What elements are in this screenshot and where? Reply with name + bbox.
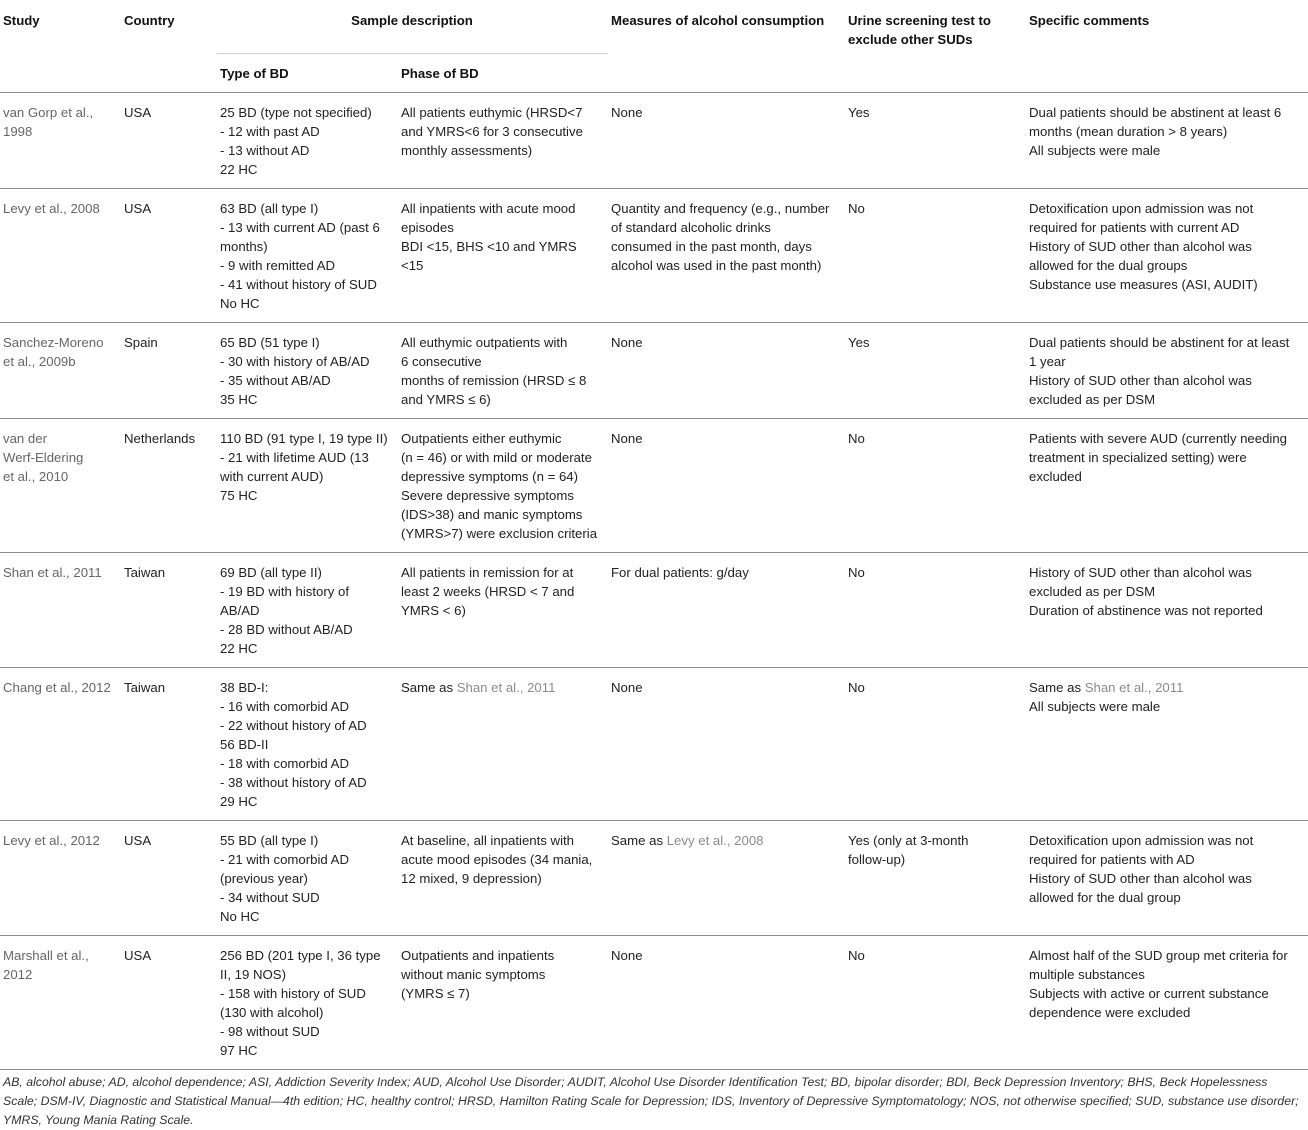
cell-comments <box>1026 668 1308 821</box>
cell-line: - 9 with remitted AD <box>220 258 336 273</box>
cell-line: 25 BD (type not specified) <box>220 105 372 120</box>
cell-line: Sanchez-Moreno <box>3 335 104 350</box>
cell-phase-of-bd <box>398 419 608 553</box>
cell-phase-of-bd <box>398 553 608 668</box>
cell-line: Werf-Eldering <box>3 450 84 465</box>
cell-line: allowed for the dual groups <box>1029 258 1188 273</box>
cell-line: and YMRS ≤ 6) <box>401 392 491 407</box>
cell-type-of-bd <box>217 323 398 419</box>
table-row <box>0 93 1308 189</box>
cell-line: No <box>848 201 865 216</box>
cell-line: van Gorp et al., <box>3 105 94 120</box>
cell-line: 29 HC <box>220 794 258 809</box>
cell-line: All patients euthymic (HRSD<7 <box>401 105 583 120</box>
cell-line: follow-up) <box>848 852 906 867</box>
cell-line: - 41 without history of SUD <box>220 277 377 292</box>
cell-country: USA <box>121 821 217 936</box>
cell-line: - 158 with history of SUD <box>220 986 366 1001</box>
cell-line: - 35 without AB/AD <box>220 373 331 388</box>
cell-line: Detoxification upon admission was not <box>1029 833 1254 848</box>
cell-line: 65 BD (51 type I) <box>220 335 320 350</box>
cell-country: Taiwan <box>121 668 217 821</box>
cell-line: Severe depressive symptoms <box>401 488 574 503</box>
cell-line: - 21 with comorbid AD <box>220 852 349 867</box>
cell-line: No <box>848 431 865 446</box>
cell-urine-test <box>845 419 1026 553</box>
cell-line: - 98 without SUD <box>220 1024 320 1039</box>
cell-line: 55 BD (all type I) <box>220 833 319 848</box>
cell-line: Patients with severe AUD (currently needing <box>1029 431 1288 446</box>
cell-line: Yes (only at 3-month <box>848 833 969 848</box>
cell-line: dependence were excluded <box>1029 1005 1191 1020</box>
cell-study <box>0 553 121 668</box>
cell-line: consumed in the past month, days <box>611 239 812 254</box>
cell-line: Almost half of the SUD group met criteria for <box>1029 948 1288 963</box>
cell-line: 69 BD (all type II) <box>220 565 322 580</box>
table-body <box>0 93 1308 1070</box>
cell-line: All inpatients with acute mood <box>401 201 576 216</box>
cell-line: History of SUD other than alcohol was <box>1029 871 1252 886</box>
cell-country: USA <box>121 936 217 1070</box>
cell-line: allowed for the dual group <box>1029 890 1181 905</box>
cell-line: - 16 with comorbid AD <box>220 699 349 714</box>
cell-line: 2012 <box>3 967 33 982</box>
cell-line: (n = 46) or with mild or moderate <box>401 450 592 465</box>
cell-line: At baseline, all inpatients with <box>401 833 575 848</box>
cell-line: treatment in specialized setting) were <box>1029 450 1247 465</box>
cell-line <box>611 831 841 850</box>
cell-measures <box>608 936 845 1070</box>
cell-line: - 34 without SUD <box>220 890 320 905</box>
cell-line: - 12 with past AD <box>220 124 320 139</box>
cell-line: Outpatients and inpatients <box>401 948 555 963</box>
cell-type-of-bd <box>217 553 398 668</box>
cell-line: months (mean duration > 8 years) <box>1029 124 1228 139</box>
cell-line: Shan et al., 2011 <box>3 565 102 580</box>
cell-line: Levy et al., 2008 <box>3 201 100 216</box>
table-row <box>0 668 1308 821</box>
cell-urine-test <box>845 936 1026 1070</box>
cell-comments <box>1026 323 1308 419</box>
cell-phase-of-bd <box>398 93 608 189</box>
cell-country: Taiwan <box>121 553 217 668</box>
cell-line: excluded <box>1029 469 1082 484</box>
cell-measures <box>608 668 845 821</box>
cell-line: No <box>848 948 865 963</box>
cell-line: History of SUD other than alcohol was <box>1029 565 1252 580</box>
cell-line: - 21 with lifetime AUD (13 <box>220 450 369 465</box>
cell-line: Dual patients should be abstinent for at least <box>1029 335 1290 350</box>
table-row <box>0 419 1308 553</box>
cell-line: History of SUD other than alcohol was <box>1029 373 1252 388</box>
table-row <box>0 936 1308 1070</box>
cell-phase-of-bd <box>398 821 608 936</box>
cell-line: depressive symptoms (n = 64) <box>401 469 579 484</box>
cell-line: None <box>611 335 643 350</box>
cell-line: required for patients with current AD <box>1029 220 1240 235</box>
cell-country: USA <box>121 189 217 323</box>
cell-line: (YMRS>7) were exclusion criteria <box>401 526 598 541</box>
header-study: Study <box>0 0 121 93</box>
cell-line: et al., 2009b <box>3 354 76 369</box>
cell-line: 75 HC <box>220 488 258 503</box>
cell-line: - 19 BD with history of <box>220 584 349 599</box>
cell-line: II, 19 NOS) <box>220 967 286 982</box>
cell-line: 6 consecutive <box>401 354 482 369</box>
cell-line: (130 with alcohol) <box>220 1005 324 1020</box>
cell-line: 63 BD (all type I) <box>220 201 319 216</box>
table-row <box>0 189 1308 323</box>
cell-line: 110 BD (91 type I, 19 type II) <box>220 431 388 446</box>
cell-line: Levy et al., 2012 <box>3 833 100 848</box>
header-phase-of-bd: Phase of BD <box>398 54 608 93</box>
cell-measures <box>608 419 845 553</box>
cell-line: van der <box>3 431 47 446</box>
cell-line: excluded as per DSM <box>1029 584 1156 599</box>
cell-line: - 18 with comorbid AD <box>220 756 349 771</box>
cell-line: - 30 with history of AB/AD <box>220 354 370 369</box>
cell-urine-test <box>845 323 1026 419</box>
cell-type-of-bd <box>217 419 398 553</box>
cell-line: Chang et al., 2012 <box>3 680 111 695</box>
header-urine-line1: Urine screening test to <box>848 13 991 28</box>
cell-line: All subjects were male <box>1029 143 1161 158</box>
cell-line: 38 BD-I: <box>220 680 269 695</box>
cell-urine-test <box>845 821 1026 936</box>
cell-line: episodes <box>401 220 454 235</box>
cell-study <box>0 419 121 553</box>
cell-line: 1998 <box>3 124 33 139</box>
cell-urine-test <box>845 189 1026 323</box>
cell-line: 56 BD-II <box>220 737 269 752</box>
ref-prefix: Same as <box>401 680 457 695</box>
cell-measures <box>608 189 845 323</box>
header-measures: Measures of alcohol consumption <box>608 0 845 93</box>
header-sample-description: Sample description <box>217 0 608 54</box>
cell-line: - 38 without history of AD <box>220 775 367 790</box>
citation-link[interactable]: Levy et al., 2008 <box>666 833 764 848</box>
cell-urine-test <box>845 553 1026 668</box>
cell-line: least 2 weeks (HRSD < 7 and <box>401 584 575 599</box>
cell-type-of-bd <box>217 821 398 936</box>
cell-line: Subjects with active or current substance <box>1029 986 1269 1001</box>
cell-line: Detoxification upon admission was not <box>1029 201 1254 216</box>
cell-type-of-bd <box>217 93 398 189</box>
cell-line: Yes <box>848 105 870 120</box>
cell-line: without manic symptoms <box>401 967 546 982</box>
cell-urine-test <box>845 93 1026 189</box>
cell-type-of-bd <box>217 668 398 821</box>
cell-line: 256 BD (201 type I, 36 type <box>220 948 381 963</box>
table-row <box>0 553 1308 668</box>
cell-line: History of SUD other than alcohol was <box>1029 239 1252 254</box>
cell-line: required for patients with AD <box>1029 852 1195 867</box>
cell-phase-of-bd <box>398 668 608 821</box>
cell-line: Outpatients either euthymic <box>401 431 562 446</box>
cell-line: None <box>611 680 643 695</box>
cell-urine-test <box>845 668 1026 821</box>
cell-line: acute mood episodes (34 mania, <box>401 852 593 867</box>
cell-line: of standard alcoholic drinks <box>611 220 771 235</box>
cell-country: Netherlands <box>121 419 217 553</box>
cell-comments <box>1026 419 1308 553</box>
header-urine-line2: exclude other SUDs <box>848 32 973 47</box>
cell-line: et al., 2010 <box>3 469 69 484</box>
cell-line: (previous year) <box>220 871 308 886</box>
cell-measures <box>608 323 845 419</box>
cell-line: Yes <box>848 335 870 350</box>
cell-line: Marshall et al., <box>3 948 89 963</box>
cell-phase-of-bd <box>398 189 608 323</box>
cell-line: - 13 without AD <box>220 143 310 158</box>
cell-line: 97 HC <box>220 1043 258 1058</box>
cell-line: No HC <box>220 296 260 311</box>
cell-line: YMRS < 6) <box>401 603 466 618</box>
cell-line: No HC <box>220 909 260 924</box>
cell-line: and YMRS<6 for 3 consecutive <box>401 124 583 139</box>
cell-line: All patients in remission for at <box>401 565 574 580</box>
cell-line: BDI <15, BHS <10 and YMRS <box>401 239 577 254</box>
cell-line: - 13 with current AD (past 6 <box>220 220 380 235</box>
cell-line: - 22 without history of AD <box>220 718 367 733</box>
cell-study <box>0 93 121 189</box>
cell-line: 22 HC <box>220 641 258 656</box>
cell-line: - 28 BD without AB/AD <box>220 622 353 637</box>
cell-measures <box>608 821 845 936</box>
cell-line: Quantity and frequency (e.g., number <box>611 201 830 216</box>
header-country: Country <box>121 0 217 93</box>
cell-study <box>0 323 121 419</box>
cell-line: <15 <box>401 258 424 273</box>
cell-line: 12 mixed, 9 depression) <box>401 871 542 886</box>
cell-comments <box>1026 936 1308 1070</box>
cell-study <box>0 668 121 821</box>
cell-study <box>0 936 121 1070</box>
cell-line: None <box>611 948 643 963</box>
cell-line: (YMRS ≤ 7) <box>401 986 470 1001</box>
citation-link[interactable]: Shan et al., 2011 <box>456 680 556 695</box>
cell-line: All euthymic outpatients with <box>401 335 568 350</box>
cell-measures <box>608 93 845 189</box>
cell-line: Substance use measures (ASI, AUDIT) <box>1029 277 1258 292</box>
cell-comments <box>1026 93 1308 189</box>
cell-type-of-bd <box>217 936 398 1070</box>
cell-line: months) <box>220 239 268 254</box>
cell-line: 22 HC <box>220 162 258 177</box>
table-row <box>0 821 1308 936</box>
cell-type-of-bd <box>217 189 398 323</box>
cell-phase-of-bd <box>398 323 608 419</box>
header-urine <box>845 0 1026 93</box>
cell-country: USA <box>121 93 217 189</box>
ref-prefix: Same as <box>611 833 667 848</box>
cell-line: For dual patients: g/day <box>611 565 749 580</box>
cell-line <box>1029 678 1304 697</box>
cell-line: All subjects were male <box>1029 699 1161 714</box>
cell-line: 35 HC <box>220 392 258 407</box>
cell-line: AB/AD <box>220 603 260 618</box>
table-footnote: AB, alcohol abuse; AD, alcohol dependence; ASI, Addiction Severity Index; AUD, Alcohol Use Disorder; AUDIT, Alcohol Use Disorder Identification Test; BD, bipolar disorder; BDI, Beck Depression Inventory; BHS, Beck Hopelessness Scale; DSM-IV, Diagnostic and Statistical Manual—4th edition; HC, healthy control; HRSD, Hamilton Rating Scale for Depression; IDS, Inventory of Depressive Symptomatology; NOS, not otherwise specified; SUD, substance use disorder; YMRS, Young Mania Rating Scale. <box>3 1075 1299 1127</box>
cell-line: Duration of abstinence was not reported <box>1029 603 1263 618</box>
cell-comments <box>1026 553 1308 668</box>
cell-line: None <box>611 105 643 120</box>
cell-phase-of-bd <box>398 936 608 1070</box>
cell-line: months of remission (HRSD ≤ 8 <box>401 373 587 388</box>
header-type-of-bd: Type of BD <box>217 54 398 93</box>
cell-line: with current AUD) <box>220 469 324 484</box>
cell-measures <box>608 553 845 668</box>
cell-line: No <box>848 680 865 695</box>
cell-line: (IDS>38) and manic symptoms <box>401 507 583 522</box>
citation-link[interactable]: Shan et al., 2011 <box>1084 680 1184 695</box>
cell-comments <box>1026 821 1308 936</box>
cell-line: 1 year <box>1029 354 1066 369</box>
header-comments: Specific comments <box>1026 0 1308 93</box>
cell-study <box>0 821 121 936</box>
cell-line <box>401 678 604 697</box>
cell-study <box>0 189 121 323</box>
cell-comments <box>1026 189 1308 323</box>
cell-line: None <box>611 431 643 446</box>
cell-line: Dual patients should be abstinent at least 6 <box>1029 105 1282 120</box>
cell-line: alcohol was used in the past month) <box>611 258 822 273</box>
cell-line: No <box>848 565 865 580</box>
cell-line: monthly assessments) <box>401 143 533 158</box>
cell-country: Spain <box>121 323 217 419</box>
ref-prefix: Same as <box>1029 680 1085 695</box>
cell-line: excluded as per DSM <box>1029 392 1156 407</box>
table-row <box>0 323 1308 419</box>
cell-line: multiple substances <box>1029 967 1145 982</box>
